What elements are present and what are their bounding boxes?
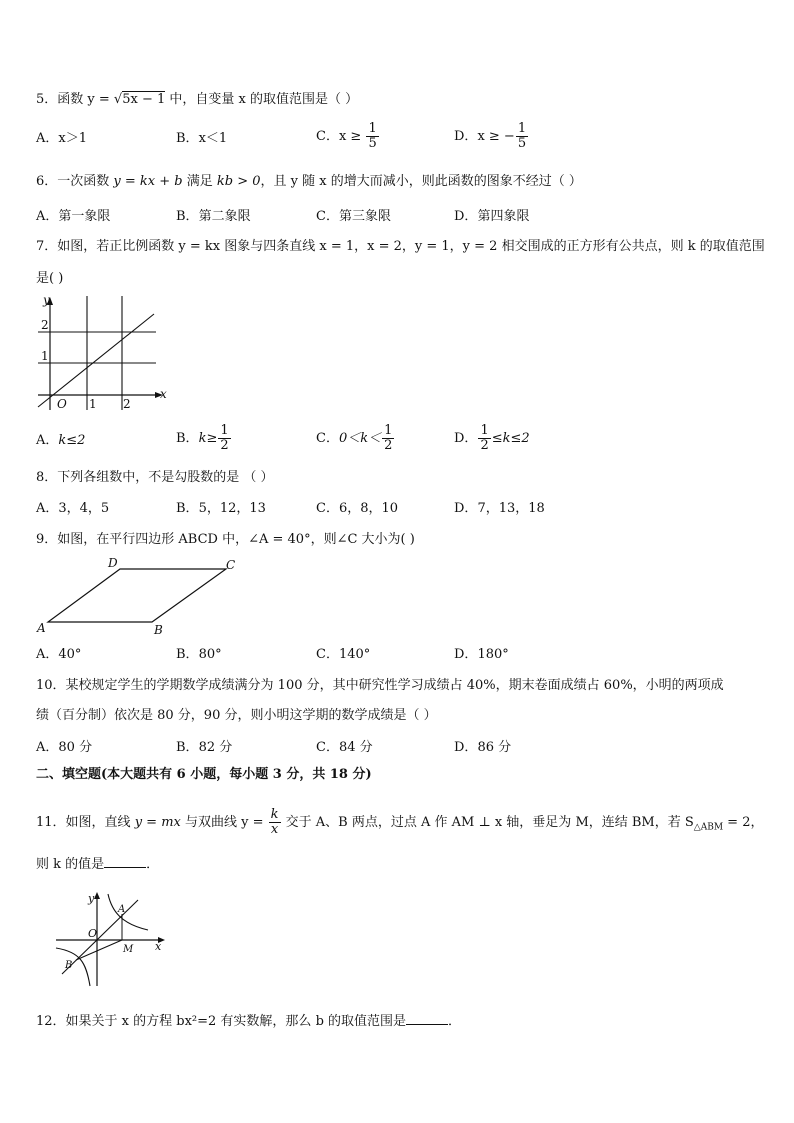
q9-option-b[interactable]: B．80° xyxy=(176,647,222,662)
fraction: $\frac{1}{2}$ xyxy=(220,423,229,453)
answer-blank[interactable] xyxy=(104,855,146,868)
sqrt-sign: √ xyxy=(113,92,123,107)
q7-option-b[interactable]: B．k≥ $\frac{1}{2}$ xyxy=(176,423,229,453)
q11-stem-line2: 则 k 的值是 ． xyxy=(36,857,160,872)
y-label: y xyxy=(43,293,50,307)
q10-stem-line2: 绩（百分制）依次是 80 分，90 分，则小明这学期的数学成绩是（ ） xyxy=(36,708,437,723)
label-a: A xyxy=(118,904,126,915)
q5-option-a[interactable]: A．x＞1 xyxy=(36,131,87,146)
proportional-line xyxy=(38,314,154,407)
q5-stem-a: 函数 y = xyxy=(57,92,114,107)
label-b: B xyxy=(65,960,73,971)
q7-option-d[interactable]: D． $\frac{1}{2}$ ≤k≤2 xyxy=(454,423,530,453)
segment-bm xyxy=(76,940,122,960)
fraction: $\frac{1}{5}$ xyxy=(368,121,377,151)
y-axis-arrow xyxy=(94,892,100,899)
fraction: $\frac{1}{2}$ xyxy=(384,423,393,453)
fraction: $\frac{1}{2}$ xyxy=(480,423,489,453)
section-heading: 二、填空题(本大题共有 6 小题，每小题 3 分，共 18 分) xyxy=(36,767,372,782)
y-label: y xyxy=(88,892,95,905)
answer-blank[interactable] xyxy=(406,1012,448,1025)
q10-option-b[interactable]: B．82 分 xyxy=(176,740,233,755)
tick-y2: 2 xyxy=(41,318,49,332)
q9-option-a[interactable]: A．40° xyxy=(36,647,82,662)
q5-stem-b: 中，自变量 x 的取值范围是（ ） xyxy=(165,92,359,107)
q5-option-b[interactable]: B．x＜1 xyxy=(176,131,228,146)
q5-option-c[interactable]: C．x ≥ $\frac{1}{5}$ xyxy=(316,121,377,151)
label-a: A xyxy=(37,621,46,635)
x-label: x xyxy=(160,387,167,401)
q6-option-d[interactable]: D．第四象限 xyxy=(454,209,530,224)
x-label: x xyxy=(155,940,162,953)
q5-option-d[interactable]: D．x ≥ − $\frac{1}{5}$ xyxy=(454,121,527,151)
q8-option-a[interactable]: A．3，4，5 xyxy=(36,501,110,516)
q7-option-a[interactable]: A．k≤2 xyxy=(36,433,86,448)
q7-stem-line1: 7．如图，若正比例函数 y = kx 图象与四条直线 x = 1，x = 2，y = 1，y = 2 相交围成的正方形有公共点，则 k 的取值范围 xyxy=(36,239,765,254)
q10-option-a[interactable]: A．80 分 xyxy=(36,740,93,755)
label-m: M xyxy=(123,944,134,955)
hyperbola-branch-2 xyxy=(56,948,90,986)
hyperbola-branch-1 xyxy=(108,894,148,930)
q10-option-d[interactable]: D．86 分 xyxy=(454,740,512,755)
q10-stem-line1: 10．某校规定学生的学期数学成绩满分为 100 分，其中研究性学习成绩占 40%，期末卷面成绩占 60%，小明的两项成 xyxy=(36,678,724,693)
q11-stem-line1: 11．如图，直线 y = mx 与双曲线 y = $\frac{k}{x}$ 交于 A、B 两点，过点 A 作 AM ⊥ x 轴，垂足为 M，连结 BM，若 $S_{\triangle ABM} = 2$， xyxy=(36,807,764,837)
q8-option-b[interactable]: B．5，12，13 xyxy=(176,501,266,516)
label-c: C xyxy=(226,558,236,572)
q6-option-a[interactable]: A．第一象限 xyxy=(36,209,111,224)
q7-stem-line2: 是( ) xyxy=(36,271,64,286)
q7-option-c[interactable]: C．0＜k＜ $\frac{1}{2}$ xyxy=(316,423,393,453)
label-d: D xyxy=(108,556,118,570)
q9-parallelogram xyxy=(34,554,254,640)
q7-graph xyxy=(34,294,174,414)
q9-option-c[interactable]: C．140° xyxy=(316,647,371,662)
q5-number: 5． xyxy=(36,92,58,107)
parallelogram-abcd xyxy=(48,569,226,622)
fraction: $\frac{k}{x}$ xyxy=(270,807,279,837)
q5-stem xyxy=(36,92,358,108)
q11-graph xyxy=(52,890,172,990)
q8-option-c[interactable]: C．6，8，10 xyxy=(316,501,399,516)
tick-x2: 2 xyxy=(123,397,131,411)
q10-option-c[interactable]: C．84 分 xyxy=(316,740,373,755)
origin-label: O xyxy=(57,397,67,411)
label-b: B xyxy=(154,623,163,637)
q6-option-c[interactable]: C．第三象限 xyxy=(316,209,391,224)
fraction: $\frac{1}{5}$ xyxy=(517,121,527,151)
q6-option-b[interactable]: B．第二象限 xyxy=(176,209,251,224)
q9-stem: 9．如图，在平行四边形 ABCD 中，∠A = 40°，则∠C 大小为( ) xyxy=(36,532,415,547)
q9-option-d[interactable]: D．180° xyxy=(454,647,509,662)
q8-stem: 8．下列各组数中，不是勾股数的是 （ ） xyxy=(36,470,274,485)
q12-stem: 12．如果关于 x 的方程 bx²=2 有实数解，那么 b 的取值范围是 ． xyxy=(36,1014,462,1029)
tick-x1: 1 xyxy=(89,397,97,411)
q8-option-d[interactable]: D．7，13，18 xyxy=(454,501,545,516)
q5-sqrt-argument: 5x − 1 xyxy=(122,92,166,107)
line-y-mx xyxy=(62,900,138,974)
q6-stem: 6．一次函数 y = kx + b 满足 kb > 0，且 y 随 x 的增大而减小，则此函数的图象不经过（ ） xyxy=(36,174,582,189)
tick-y1: 1 xyxy=(41,349,49,363)
origin-label: O xyxy=(88,927,98,940)
